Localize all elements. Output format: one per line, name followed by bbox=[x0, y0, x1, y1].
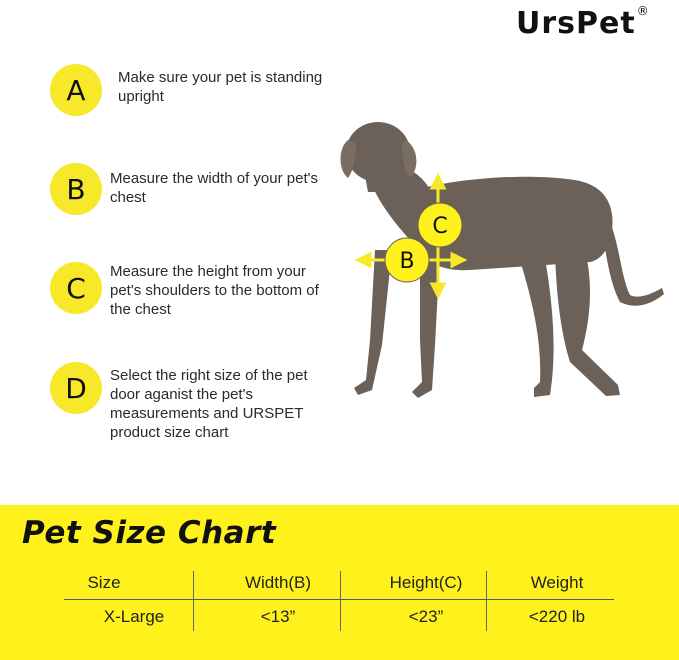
marker-b-label: B bbox=[399, 249, 415, 274]
marker-c-label: C bbox=[432, 214, 448, 239]
step-b-badge: B bbox=[50, 163, 102, 215]
size-chart-header-row bbox=[64, 567, 614, 600]
brand-logo bbox=[516, 6, 650, 41]
brand-name: UrsPet bbox=[516, 6, 636, 41]
size-chart-row bbox=[64, 601, 614, 633]
header-width: Width(B) bbox=[244, 573, 312, 592]
cell-height: <23” bbox=[408, 607, 444, 626]
step-a-text: Make sure your pet is standing upright bbox=[118, 69, 323, 105]
step-d-badge: D bbox=[50, 362, 102, 414]
size-chart-title: Pet Size Chart bbox=[22, 515, 277, 551]
step-d-text: Select the right size of the pet door aganist the pet's measurements and URSPET product size chart bbox=[110, 367, 308, 441]
step-b-text: Measure the width of your pet's chest bbox=[110, 170, 318, 206]
header-height: Height(C) bbox=[389, 573, 463, 592]
size-chart bbox=[0, 505, 679, 660]
dog-diagram bbox=[320, 110, 670, 410]
cell-weight: <220 lb bbox=[528, 607, 586, 626]
step-c-badge: C bbox=[50, 262, 102, 314]
dog-illustration bbox=[320, 110, 670, 410]
step-c-text: Measure the height from your pet's shoulders to the bottom of the chest bbox=[110, 263, 319, 318]
header-size: Size bbox=[87, 573, 121, 592]
column-divider bbox=[193, 571, 194, 631]
column-divider bbox=[486, 571, 487, 631]
cell-width: <13” bbox=[260, 607, 296, 626]
header-weight: Weight bbox=[530, 573, 584, 592]
column-divider bbox=[340, 571, 341, 631]
step-a-badge: A bbox=[50, 64, 102, 116]
cell-size: X-Large bbox=[103, 607, 165, 626]
registered-mark: ® bbox=[636, 4, 650, 18]
